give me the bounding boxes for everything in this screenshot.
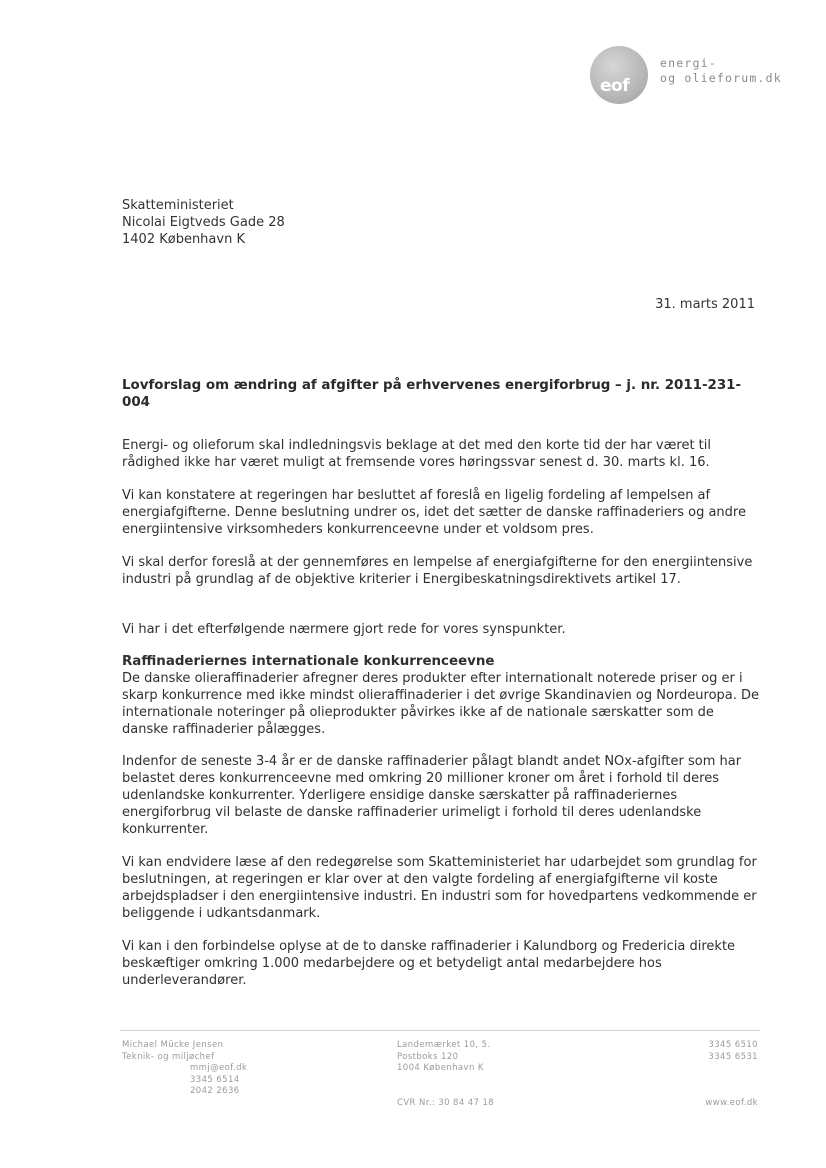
footer-fax: 3345 6531 bbox=[708, 1051, 758, 1062]
footer-box: Postboks 120 bbox=[397, 1051, 459, 1062]
logo-badge-text: eof bbox=[600, 76, 630, 96]
footer-divider bbox=[120, 1030, 760, 1031]
section-heading: Raffinaderiernes internationale konkurrenceevne bbox=[122, 654, 495, 669]
letter-subject: Lovforslag om ændring af afgifter på erhvervenes energiforbrug – j. nr. 2011-231-004 bbox=[122, 378, 742, 410]
footer-contact-phone-1: 3345 6514 bbox=[190, 1074, 240, 1085]
footer-contact bbox=[122, 1040, 247, 1098]
logo-line-1: energi- bbox=[660, 56, 717, 70]
footer-numbers bbox=[705, 1040, 758, 1110]
logo-badge-icon bbox=[590, 46, 648, 104]
footer-street: Landemærket 10, 5. bbox=[397, 1040, 491, 1050]
paragraph-8: Vi kan i den forbindelse oplyse at de to danske raffinaderier i Kalundborg og Fredericia direkte beskæftiger omkring 1.000 medarbejdere og et betydeligt antal medarbejdere hos underleverandører. bbox=[122, 939, 736, 988]
address-line-3: 1402 København K bbox=[122, 232, 245, 247]
paragraph-1: Energi- og olieforum skal indledningsvis beklage at det med den korte tid der har været til rådighed ikke har været muligt at fremsende vores høringssvar senest d. 30. marts kl. 16. bbox=[122, 438, 711, 470]
footer-contact-name: Michael Mücke Jensen bbox=[122, 1040, 224, 1050]
recipient-address bbox=[122, 197, 285, 248]
paragraph-6: Indenfor de seneste 3-4 år er de danske raffinaderier pålagt blandt andet NOx-afgifter som har belastet deres konkurrenceevne med omkring 20 millioner kroner om året i forhold til deres udenlandske konkurrenter. Yderligere ensidige danske særskatter på raffinaderiernes energiforbrug vil belaste de danske raffinaderier urimeligt i forhold til deres udenlandske konkurrenter. bbox=[122, 754, 742, 837]
footer-address bbox=[397, 1040, 494, 1109]
eof-logo bbox=[590, 44, 790, 108]
paragraph-7: Vi kan endvidere læse af den redegørelse som Skatteministeriet har udarbejdet som grundlag for beslutningen, at regeringen er klar over at den valgte fordeling af energiafgifterne vil koste arbejdspladser i den energiintensive industri. En industri som for hovedpartens vedkommende er beliggende i udkantsdanmark. bbox=[122, 855, 757, 921]
footer-city: 1004 København K bbox=[397, 1063, 484, 1073]
logo-wordmark bbox=[660, 56, 782, 86]
footer-contact-phone-2: 2042 2636 bbox=[190, 1086, 240, 1096]
address-line-1: Skatteministeriet bbox=[122, 198, 234, 213]
footer-phone: 3345 6510 bbox=[708, 1040, 758, 1050]
address-line-2: Nicolai Eigtveds Gade 28 bbox=[122, 215, 285, 230]
footer-contact-title: Teknik- og miljøchef bbox=[122, 1051, 215, 1062]
logo-line-2: og olieforum.dk bbox=[660, 71, 782, 85]
footer-website: www.eof.dk bbox=[705, 1098, 758, 1108]
letter-date: 31. marts 2011 bbox=[655, 297, 755, 312]
paragraph-4: Vi har i det efterfølgende nærmere gjort rede for vores synspunkter. bbox=[122, 622, 566, 637]
footer-cvr: CVR Nr.: 30 84 47 18 bbox=[397, 1097, 495, 1108]
paragraph-3: Vi skal derfor foreslå at der gennemføres en lempelse af energiafgifterne for den energiintensive industri på grundlag af de objektive kriterier i Energibeskatningsdirektivets artikel 17. bbox=[122, 555, 753, 587]
paragraph-5: De danske olieraffinaderier afregner deres produkter efter internationalt noterede priser og er i skarp konkurrence med ikke mindst olieraffinaderier i det øvrige Skandinavien og Nordeuropa. De internationale noteringer på olieprodukter påvirkes ikke af de nationale særskatter som de danske raffinaderier pålægges. bbox=[122, 671, 760, 737]
paragraph-2: Vi kan konstatere at regeringen har besluttet af foreslå en ligelig fordeling af lempelsen af energiafgifterne. Denne beslutning undrer os, idet det sætter de danske raffinaderiers og andre energiintensive virksomheders konkurrenceevne under et voldsom pres. bbox=[122, 488, 746, 537]
footer-contact-email: mmj@eof.dk bbox=[190, 1063, 248, 1073]
